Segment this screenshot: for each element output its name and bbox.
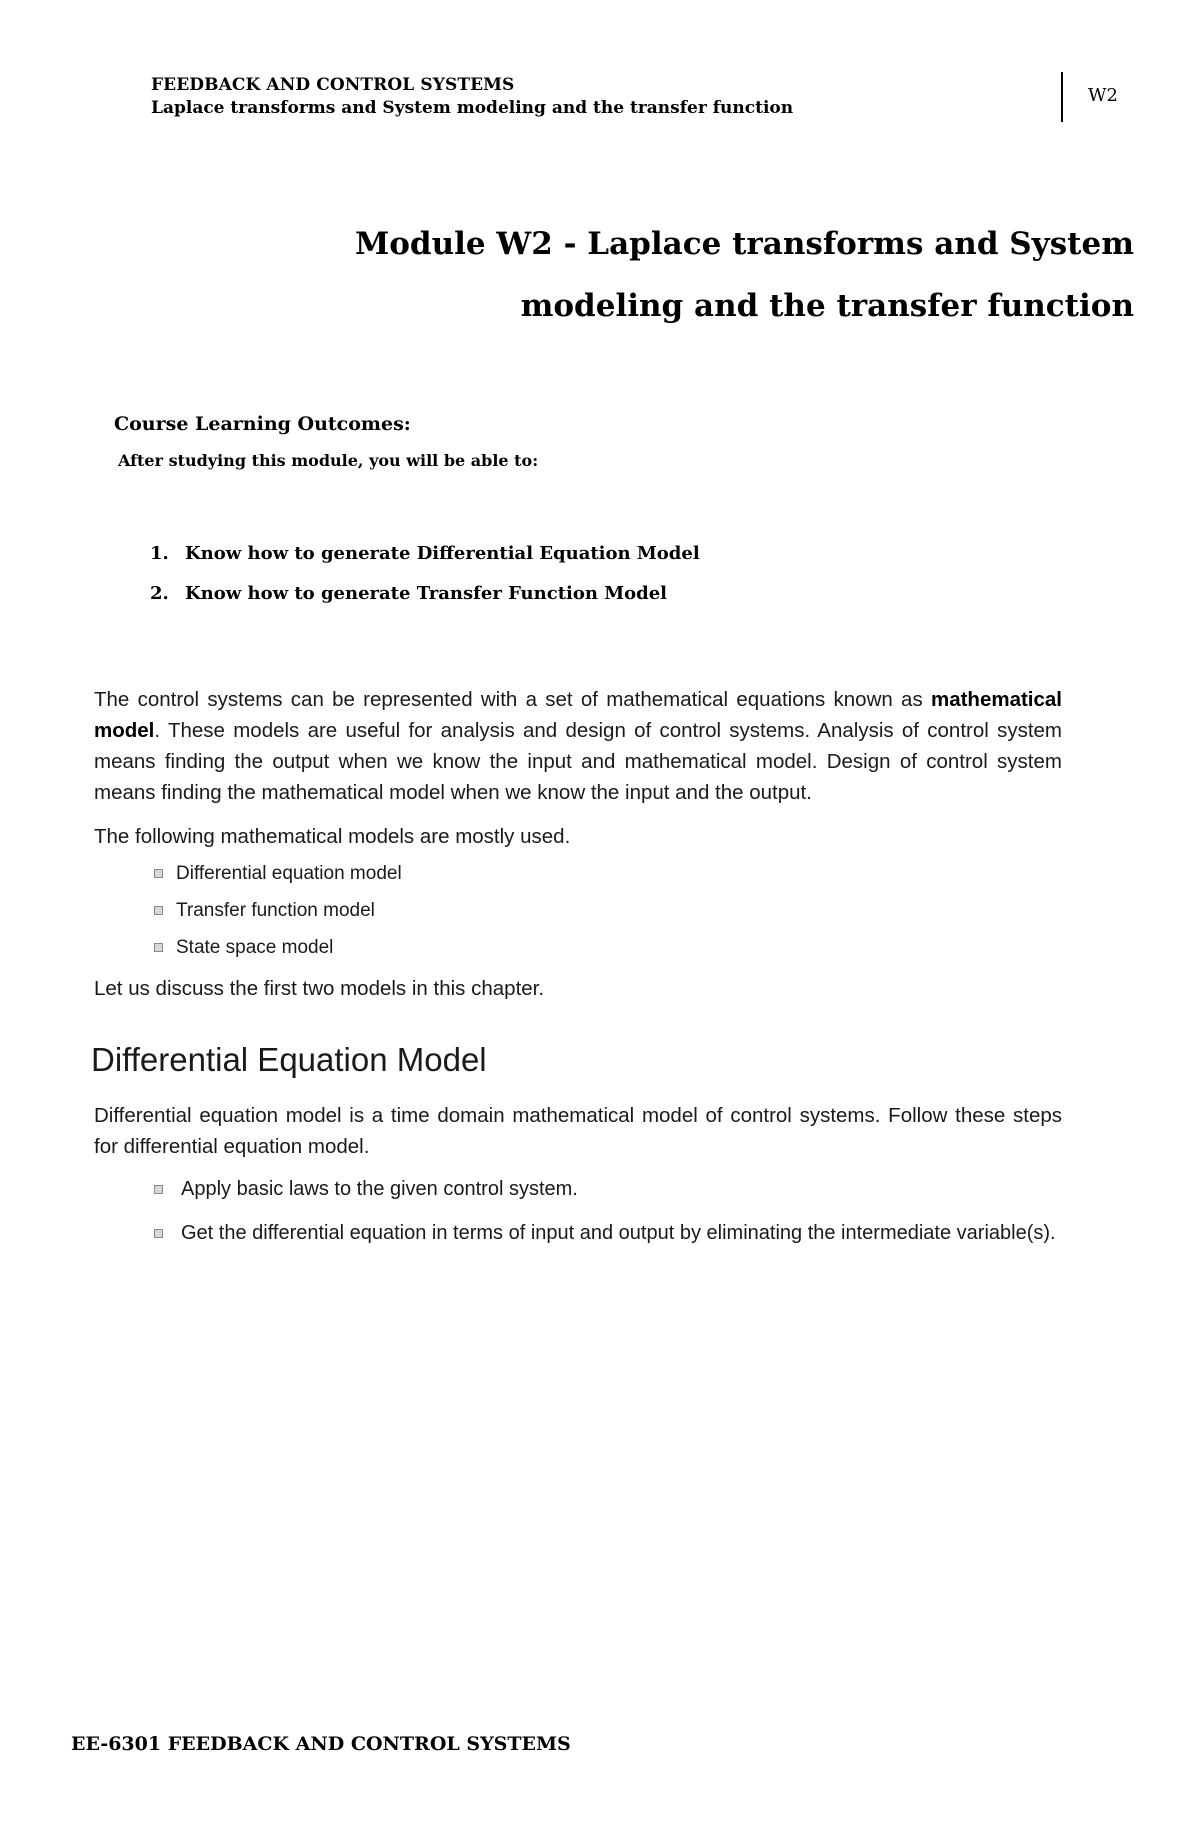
learning-outcome-number: 1. <box>150 543 169 564</box>
learning-outcome-item <box>150 574 700 614</box>
list-item <box>154 899 1062 923</box>
header-title: FEEDBACK AND CONTROL SYSTEMS <box>151 75 515 95</box>
square-bullet-icon <box>154 1185 163 1194</box>
page-header <box>151 74 793 120</box>
main-content <box>91 684 1062 1262</box>
learning-outcome-item <box>150 534 700 574</box>
models-lead: The following mathematical models are mostly used. <box>94 825 571 848</box>
model-name: Differential equation model <box>176 863 402 884</box>
square-bullet-icon <box>154 1229 163 1238</box>
list-item <box>154 1218 1062 1249</box>
learning-outcomes-list <box>150 534 700 614</box>
learning-outcome-number: 2. <box>150 583 169 604</box>
learning-outcome-text: Know how to generate Transfer Function Model <box>185 583 668 604</box>
square-bullet-icon <box>154 869 163 878</box>
section-paragraph: Differential equation model is a time domain mathematical model of control systems. Follow these steps for differential equation model. <box>94 1104 1062 1158</box>
section-heading: Differential Equation Model <box>91 1041 487 1078</box>
module-title-line-1: Module W2 - Laplace transforms and System <box>354 226 1134 262</box>
module-code: W2 <box>1088 85 1118 106</box>
list-item <box>154 936 1062 960</box>
intro-paragraph-bold: mathematical model <box>94 688 1062 742</box>
learning-outcome-text: Know how to generate Differential Equation Model <box>185 543 700 564</box>
intro-paragraph <box>94 684 1062 808</box>
module-title-line-2: modeling and the transfer function <box>520 288 1134 324</box>
list-item <box>154 1174 1062 1205</box>
square-bullet-icon <box>154 943 163 952</box>
model-name: Transfer function model <box>176 900 375 921</box>
intro-paragraph-start: The control systems can be represented with a set of mathematical equations known as <box>94 688 931 711</box>
intro-paragraph-end: . These models are useful for analysis and design of control systems. Analysis of control system means finding the output when we know the input and mathematical model. Design of control system means finding the mathematical model when we know the input and the output. <box>94 719 1062 804</box>
header-subtitle: Laplace transforms and System modeling and the transfer function <box>151 98 794 118</box>
list-item <box>154 862 1062 886</box>
header-divider <box>1061 72 1063 122</box>
square-bullet-icon <box>154 906 163 915</box>
learning-outcomes-intro: After studying this module, you will be able to: <box>118 451 539 470</box>
models-list <box>94 862 1062 960</box>
model-name: State space model <box>176 937 334 958</box>
page-footer: EE-6301 FEEDBACK AND CONTROL SYSTEMS <box>71 1733 571 1755</box>
learning-outcomes-heading: Course Learning Outcomes: <box>114 413 411 435</box>
closing-paragraph: Let us discuss the first two models in this chapter. <box>94 977 545 1000</box>
step-text: Apply basic laws to the given control system. <box>181 1178 578 1200</box>
module-title <box>334 213 1134 337</box>
step-text: Get the differential equation in terms of input and output by eliminating the intermediate variable(s). <box>181 1222 1056 1244</box>
steps-list <box>94 1174 1062 1249</box>
learning-outcomes-section <box>114 410 538 472</box>
